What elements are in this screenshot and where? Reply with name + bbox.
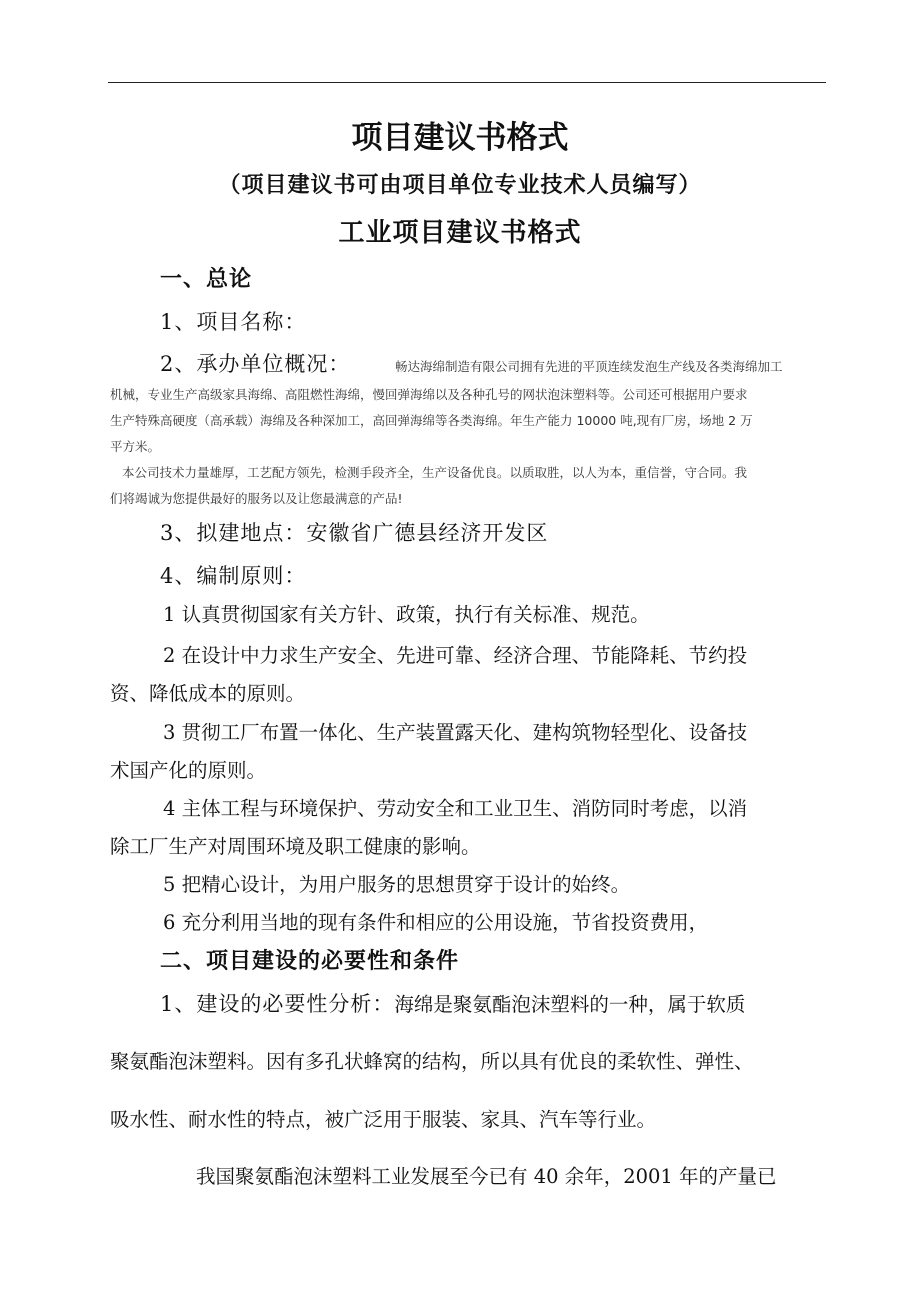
- principle-line: 2 在设计中力求生产安全、先进可靠、经济合理、节能降耗、节约投: [163, 644, 748, 667]
- company-line: 生产特殊高硬度（高承载）海绵及各种深加工，高回弹海绵等各类海绵。年生产能力 10000 吨,现有厂房，场地 2 万: [110, 413, 753, 428]
- principle-line: 除工厂生产对周围环境及职工健康的影响。: [110, 835, 481, 858]
- principle-line: 3 贯彻工厂布置一体化、生产装置露天化、建构筑物轻型化、设备技: [163, 721, 748, 744]
- item-principles: 4、编制原则：: [160, 564, 307, 588]
- necessity-line: 聚氨酯泡沫塑料。因有多孔状蜂窝的结构，所以具有优良的柔软性、弹性、: [110, 1050, 754, 1073]
- item-project-name: 1、项目名称：: [160, 310, 307, 334]
- necessity-text: 海绵是聚氨酯泡沫塑料的一种，属于软质: [394, 993, 746, 1016]
- principle-line: 5 把精心设计，为用户服务的思想贯穿于设计的始终。: [163, 873, 631, 896]
- principle-line: 4 主体工程与环境保护、劳动安全和工业卫生、消防同时考虑，以消: [163, 797, 748, 820]
- heading-general: 一、总论: [160, 267, 253, 292]
- necessity-label: 1、建设的必要性分析：: [160, 992, 395, 1016]
- principle-line: 资、降低成本的原则。: [110, 682, 306, 705]
- principle-line: 1 认真贯彻国家有关方针、政策，执行有关标准、规范。: [163, 603, 650, 626]
- principle-line: 术国产化的原则。: [110, 759, 267, 782]
- necessity-line: 吸水性、耐水性的特点，被广泛用于服装、家具、汽车等行业。: [110, 1108, 657, 1131]
- item-company-label: 2、承办单位概况：: [160, 352, 351, 376]
- necessity-line: 我国聚氨酯泡沫塑料工业发展至今已有 40 余年，2001 年的产量已: [196, 1165, 777, 1188]
- item-location: 3、拟建地点：安徽省广德县经济开发区: [160, 521, 549, 545]
- company-line: 平方米。: [110, 439, 161, 454]
- necessity-first-line: [160, 988, 745, 1018]
- page-title: 项目建议书格式: [351, 120, 569, 156]
- company-line: 机械，专业生产高级家具海绵、高阻燃性海绵，慢回弹海绵以及各种孔号的网状泡沫塑料等。公司还可根据用户要求: [110, 387, 748, 402]
- header-rule: [108, 82, 826, 83]
- company-line: 们将竭诚为您提供最好的服务以及让您最满意的产品!: [110, 491, 403, 506]
- heading-necessity: 二、项目建设的必要性和条件: [160, 949, 460, 974]
- company-line: 本公司技术力量雄厚，工艺配方领先，检测手段齐全，生产设备优良。以质取胜，以人为本，重信誉，守合同。我: [122, 465, 748, 480]
- section-title: 工业项目建议书格式: [338, 218, 582, 248]
- principle-line: 6 充分利用当地的现有条件和相应的公用设施，节省投资费用，: [163, 911, 709, 934]
- company-line: 畅达海绵制造有限公司拥有先进的平顶连续发泡生产线及各类海绵加工: [395, 359, 783, 374]
- page-subtitle: （项目建议书可由项目单位专业技术人员编写）: [218, 173, 702, 198]
